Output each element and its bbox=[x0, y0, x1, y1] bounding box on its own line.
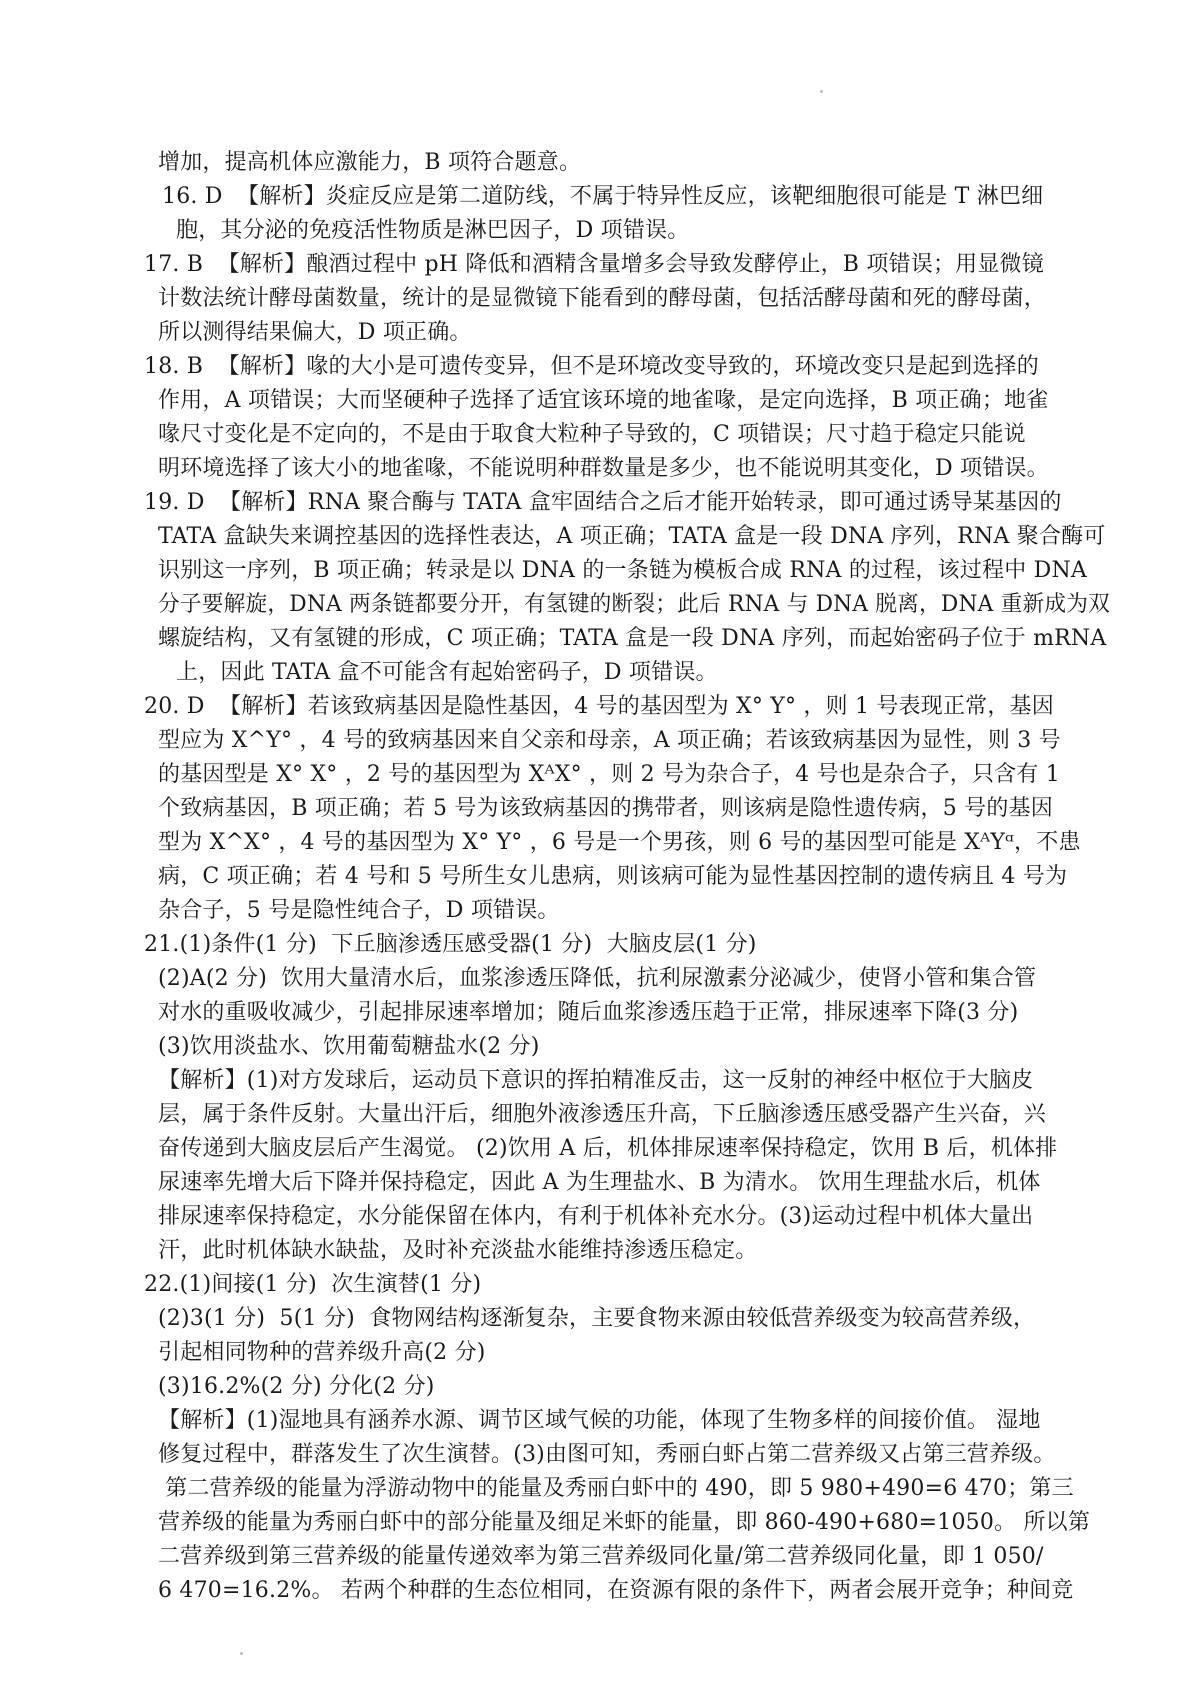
text-line: 增加，提高机体应激能力，B 项符合题意。 bbox=[158, 150, 582, 175]
answer-17: 17. B 【解析】酿酒过程中 pH 降低和酒精含量增多会导致发酵停止，B 项错误；用显微镜 bbox=[144, 252, 1044, 277]
text-line: (3)16.2%(2 分) 分化(2 分) bbox=[158, 1374, 435, 1399]
scan-speck bbox=[820, 90, 823, 93]
text-line: 识别这一序列，B 项正确；转录是以 DNA 的一条链为模板合成 RNA 的过程，该过程中 DNA bbox=[158, 558, 1087, 583]
text-line: 第二营养级的能量为浮游动物中的能量及秀丽白虾中的 490，即 5 980+490=6 470；第三 bbox=[158, 1476, 1074, 1501]
text-line: 6 470=16.2%。 若两个种群的生态位相同，在资源有限的条件下，两者会展开竞争；种间竞 bbox=[158, 1578, 1074, 1603]
text-line: 层，属于条件反射。大量出汗后，细胞外液渗透压升高，下丘脑渗透压感受器产生兴奋，兴 bbox=[158, 1102, 1047, 1127]
text-line: 病，C 项正确；若 4 号和 5 号所生女儿患病，则该病可能为显性基因控制的遗传病且 4 号为 bbox=[158, 864, 1068, 889]
text-line: 螺旋结构，又有氢键的形成，C 项正确；TATA 盒是一段 DNA 序列，而起始密码子位于 mRNA bbox=[158, 626, 1107, 651]
answer-20: 20. D 【解析】若该致病基因是隐性基因，4 号的基因型为 X° Y° ，则 1 号表现正常，基因 bbox=[144, 694, 1054, 719]
text-line: 营养级的能量为秀丽白虾中的部分能量及细足米虾的能量，即 860-490+680=1050。 所以第 bbox=[158, 1510, 1091, 1535]
text-line: 型为 X^X° ，4 号的基因型为 X° Y° ，6 号是一个男孩，则 6 号的基因型可能是 XᴬYᵅ，不患 bbox=[158, 830, 1081, 855]
answer-18: 18. B 【解析】喙的大小是可遗传变异，但不是环境改变导致的，环境改变只是起到选择的 bbox=[144, 354, 1039, 379]
text-line: TATA 盒缺失来调控基因的选择性表达，A 项正确；TATA 盒是一段 DNA 序列，RNA 聚合酶可 bbox=[158, 524, 1106, 549]
answer-16: 16. D 【解析】炎症反应是第二道防线，不属于特异性反应，该靶细胞很可能是 T 淋巴细 bbox=[162, 184, 1044, 209]
text-line: 明环境选择了该大小的地雀喙，不能说明种群数量是多少，也不能说明其变化，D 项错误。 bbox=[158, 456, 1049, 481]
text-line: 引起相同物种的营养级升高(2 分) bbox=[158, 1340, 486, 1365]
text-line: (2)A(2 分) 饮用大量清水后，血浆渗透压降低，抗利尿激素分泌减少，使肾小管和集合管 bbox=[158, 966, 1037, 991]
text-line: 【解析】(1)对方发球后，运动员下意识的挥拍精准反击，这一反射的神经中枢位于大脑皮 bbox=[158, 1068, 1034, 1093]
text-line: 二营养级到第三营养级的能量传递效率为第三营养级同化量/第二营养级同化量，即 1 050/ bbox=[158, 1544, 1044, 1569]
answer-19: 19. D 【解析】RNA 聚合酶与 TATA 盒牢固结合之后才能开始转录，即可通过诱导某基因的 bbox=[144, 490, 1062, 515]
text-line: 个致病基因，B 项正确；若 5 号为该致病基因的携带者，则该病是隐性遗传病，5 号的基因 bbox=[158, 796, 1053, 821]
text-line: 胞，其分泌的免疫活性物质是淋巴因子，D 项错误。 bbox=[176, 218, 690, 243]
text-line: 排尿速率保持稳定，水分能保留在体内，有利于机体补充水分。(3)运动过程中机体大量出 bbox=[158, 1204, 1034, 1229]
text-line: 所以测得结果偏大，D 项正确。 bbox=[158, 320, 472, 345]
text-line: 型应为 X^Y° ，4 号的致病基因来自父亲和母亲，A 项正确；若该致病基因为显性，则 3 号 bbox=[158, 728, 1061, 753]
text-line: 计数法统计酵母菌数量，统计的是显微镜下能看到的酵母菌，包括活酵母菌和死的酵母菌， bbox=[158, 286, 1047, 311]
text-line: 作用，A 项错误；大而坚硬种子选择了适宜该环境的地雀喙，是定向选择，B 项正确；地雀 bbox=[158, 388, 1049, 413]
text-line: (3)饮用淡盐水、饮用葡萄糖盐水(2 分) bbox=[158, 1034, 540, 1059]
text-line: 修复过程中，群落发生了次生演替。(3)由图可知，秀丽白虾占第二营养级又占第三营养级。 bbox=[158, 1442, 1056, 1467]
text-line: 奋传递到大脑皮层后产生渴觉。 (2)饮用 A 后，机体排尿速率保持稳定，饮用 B 后，机体排 bbox=[158, 1136, 1058, 1161]
text-line: (2)3(1 分) 5(1 分) 食物网结构逐渐复杂，主要食物来源由较低营养级变为较高营养级， bbox=[158, 1306, 1036, 1331]
text-line: 尿速率先增大后下降并保持稳定，因此 A 为生理盐水、B 为清水。 饮用生理盐水后，机体 bbox=[158, 1170, 1041, 1195]
answer-22: 22.(1)间接(1 分) 次生演替(1 分) bbox=[144, 1272, 482, 1297]
text-line: 上，因此 TATA 盒不可能含有起始密码子，D 项错误。 bbox=[176, 660, 718, 685]
text-line: 对水的重吸收减少，引起排尿速率增加；随后血浆渗透压趋于正常，排尿速率下降(3 分) bbox=[158, 1000, 1019, 1025]
text-line: 汗，此时机体缺水缺盐，及时补充淡盐水能维持渗透压稳定。 bbox=[158, 1238, 758, 1263]
text-line: 喙尺寸变化是不定向的，不是由于取食大粒种子导致的，C 项错误；尺寸趋于稳定只能说 bbox=[158, 422, 1026, 447]
scan-speck bbox=[240, 1652, 243, 1655]
text-line: 分子要解旋，DNA 两条链都要分开，有氢键的断裂；此后 RNA 与 DNA 脱离，DNA 重新成为双 bbox=[158, 592, 1110, 617]
answer-21: 21.(1)条件(1 分) 下丘脑渗透压感受器(1 分) 大脑皮层(1 分) bbox=[144, 932, 757, 957]
text-line: 的基因型是 X° X° ，2 号的基因型为 XᴬX° ，则 2 号为杂合子，4 号也是杂合子，只含有 1 bbox=[158, 762, 1060, 787]
text-line: 【解析】(1)湿地具有涵养水源、调节区域气候的功能，体现了生物多样的间接价值。 湿地 bbox=[158, 1408, 1041, 1433]
text-line: 杂合子，5 号是隐性纯合子，D 项错误。 bbox=[158, 898, 560, 923]
